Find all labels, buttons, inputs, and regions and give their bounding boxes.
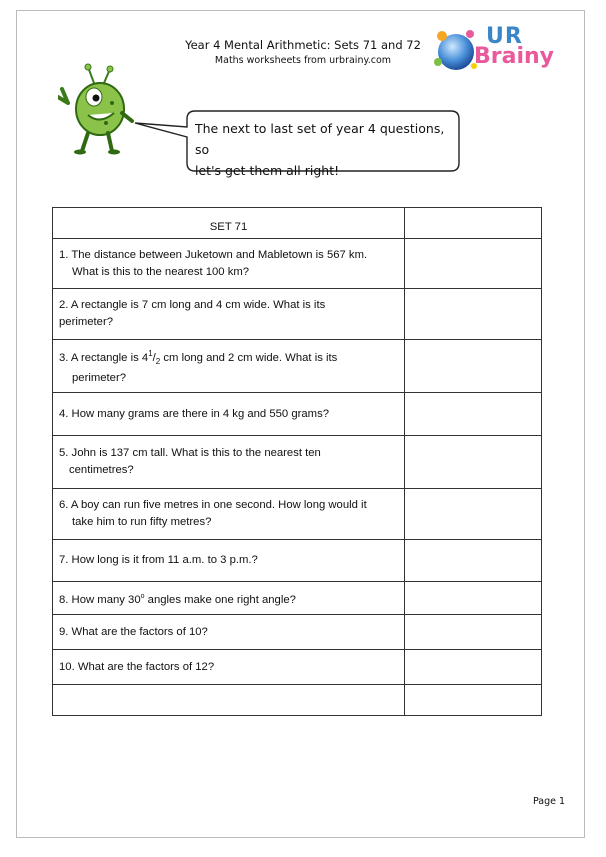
page-subtitle: Maths worksheets from urbrainy.com — [214, 55, 392, 66]
question-text: 6. A boy can run five metres in one second. How long would it take him to run fifty metres? — [53, 489, 405, 540]
answer-cell[interactable] — [405, 436, 542, 489]
page-title: Year 4 Mental Arithmetic: Sets 71 and 72 — [185, 38, 421, 52]
empty-row — [53, 685, 542, 716]
question-row — [53, 393, 542, 436]
answer-cell[interactable] — [405, 650, 542, 685]
answer-cell[interactable] — [405, 393, 542, 436]
question-row — [53, 289, 542, 340]
question-row — [53, 650, 542, 685]
question-text: 8. How many 30$^o$ angles make one right angle? — [53, 582, 405, 615]
empty-answer-cell — [405, 685, 542, 716]
question-row — [53, 615, 542, 650]
question-text: 2. A rectangle is 7 cm long and 4 cm wide. What is its perimeter? — [53, 289, 405, 340]
answer-cell[interactable] — [405, 582, 542, 615]
question-row — [53, 582, 542, 615]
question-text: 4. How many grams are there in 4 kg and 550 grams? — [53, 393, 405, 436]
question-text: 9. What are the factors of 10? — [53, 615, 405, 650]
answer-cell[interactable] — [405, 289, 542, 340]
answer-cell[interactable] — [405, 239, 542, 289]
question-row — [53, 489, 542, 540]
questions-table — [52, 207, 542, 716]
question-row — [53, 540, 542, 582]
logo-brainy-text: Brainy — [474, 44, 555, 69]
question-text: 5. John is 137 cm tall. What is this to the nearest ten centimetres? — [53, 436, 405, 489]
empty-question-cell — [53, 685, 405, 716]
page-number: Page 1 — [533, 796, 566, 807]
set-title: SET 71 — [53, 208, 405, 239]
question-row — [53, 436, 542, 489]
answer-cell[interactable] — [405, 340, 542, 393]
answer-header-cell — [405, 208, 542, 239]
table-header-row — [53, 208, 542, 239]
speech-bubble-text: The next to last set of year 4 questions, so let's get them all right! — [195, 121, 445, 178]
question-text: 3. A rectangle is $4^1/_2$ cm long and 2 cm wide. What is its perimeter? — [53, 340, 405, 393]
alien-mascot-icon — [58, 63, 136, 155]
question-row — [53, 340, 542, 393]
question-text: 7. How long is it from 11 a.m. to 3 p.m.? — [53, 540, 405, 582]
question-text: 1. The distance between Juketown and Mabletown is 567 km. What is this to the nearest 100 km? — [53, 239, 405, 289]
question-row — [53, 239, 542, 289]
urbrainy-logo — [430, 22, 555, 82]
question-text: 10. What are the factors of 12? — [53, 650, 405, 685]
answer-cell[interactable] — [405, 615, 542, 650]
logo-ur-text: UR — [486, 24, 523, 49]
answer-cell[interactable] — [405, 540, 542, 582]
answer-cell[interactable] — [405, 489, 542, 540]
